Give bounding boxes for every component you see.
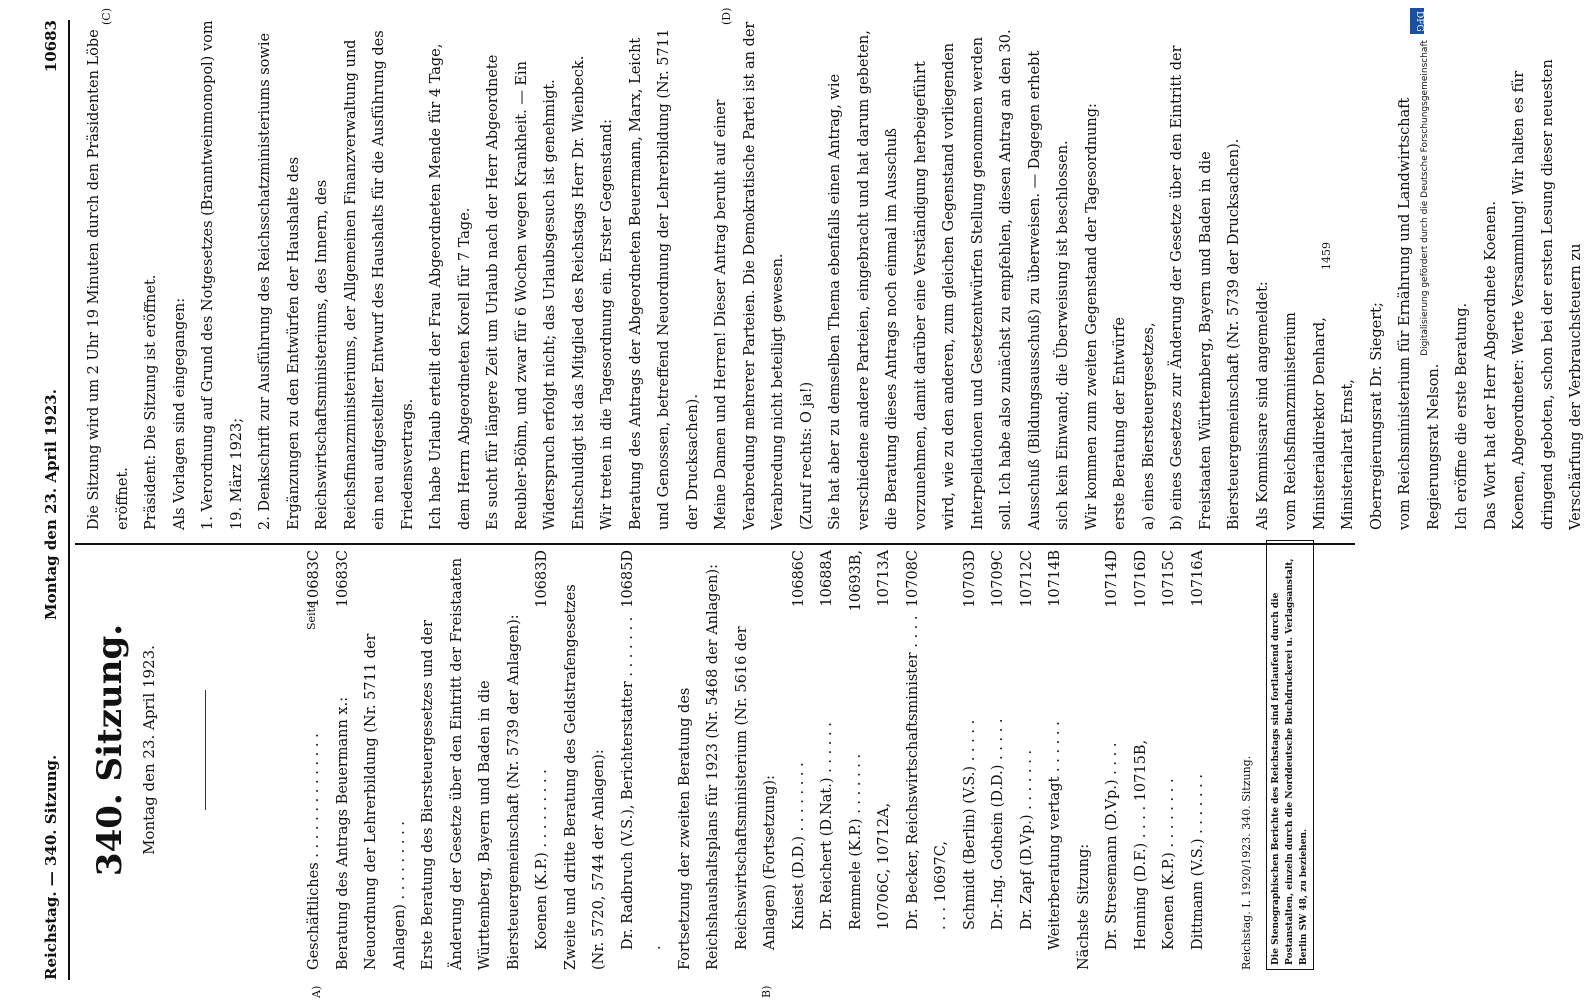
toc-entry-text: Dr. Reichert (D.Nat.) . . . . . . [819, 722, 835, 930]
toc-entry [899, 550, 956, 970]
header-left: Reichstag. — 340. Sitzung. [42, 754, 60, 980]
toc-entry-page: 10683C [334, 550, 351, 608]
proceedings-paragraph: Sie hat aber zu demselben Thema ebenfalls einen Antrag, wie verschiedene andere Parteien, eingebracht und hat darum gebeten, die Beratung dieses Antrags noch einmal im Ausschuß vorzunehmen, damit darüber eine Verständigung herbeigeführt wird, wie zu den anderen, zum gleichen Gegenstand vorliegenden Interpellationen und Gesetzentwürfen Stellung genommen werden soll. Ich habe also zunächst zu empfehlen, diesen Antrag an den 30. Ausschuß (Bildungsausschuß) zu überweisen. — Dagegen erhebt sich kein Einwand; die Überweisung ist beschlossen. [827, 29, 1071, 530]
toc-entry [1041, 550, 1070, 970]
proceedings-paragraph: Als Vorlagen sind eingegangen: [171, 297, 188, 530]
toc-entry [1013, 550, 1042, 970]
dfg-credit: Digitalisierung gefördert durch die Deutsche Forschungsgemeinschaft [1420, 40, 1430, 356]
toc-entry-text: Dr. Becker, Reichswirtschaftsminister . . . . . . . 10697C, [904, 615, 949, 930]
toc-entry [1098, 550, 1127, 970]
toc-entry-page: 10715C [1161, 550, 1177, 608]
margin-letter-d: (D) [720, 7, 733, 25]
proceedings-paragraph: Ministerialdirektor Denhard, [1311, 317, 1328, 530]
toc-entry-page [414, 550, 528, 556]
toc-entry [870, 550, 899, 970]
toc-entry-text: Henning (D.F.) . . . . 10715B, [1132, 739, 1149, 950]
toc-entry [1070, 550, 1099, 970]
toc-entry-text: Dr.-Ing. Gothein (D.D.) . . . . . [990, 718, 1006, 930]
toc-entry-page [1070, 550, 1099, 556]
toc-entry-page: 10685D [619, 550, 636, 608]
toc-entry-text: Dr. Stresemann (D.Vp.) . . . . [1104, 742, 1120, 950]
proceedings-paragraph: (Zuruf rechts: O ja!) [798, 381, 815, 530]
bottom-page-number: 1459 [1320, 242, 1333, 270]
toc-entry-page: 10683D [534, 550, 550, 608]
toc-entry [984, 550, 1013, 970]
proceedings-paragraph: Ministerialrat Ernst, [1340, 379, 1356, 530]
toc-entry-page: 10683C [306, 550, 322, 608]
toc-entry-page [557, 550, 614, 556]
proceedings-paragraph: Entschuldigt ist das Mitglied des Reichstags Herr Dr. Wienbeck. [570, 55, 587, 530]
proceedings-paragraph: vom Reichsfinanzministerium [1283, 312, 1299, 530]
toc-entry-page [728, 550, 785, 556]
toc-entry-page: 10708C [904, 550, 921, 608]
proceedings-paragraph: Wir treten in die Tagesordnung ein. Erster Gegenstand: [599, 118, 615, 530]
seite-label: Seite [305, 601, 318, 630]
toc-entry-text: Beratung des Antrags Beuermann x.: Neuordnung der Lehrerbildung (Nr. 5711 der Anlagen) . . . . . . . . . [334, 633, 408, 970]
toc-entry-text: Koenen (K.P.) . . . . . . . . . [534, 769, 550, 950]
header-page-number: 10683 [42, 20, 60, 73]
session-date: Montag den 23. April 1923. [140, 645, 158, 855]
toc-entry-text: Koenen (K.P.) . . . . . . . . [1161, 778, 1177, 950]
toc-entry-text: Geschäftliches . . . . . . . . . . . . . . [306, 733, 322, 970]
toc-entry [329, 550, 415, 970]
footer-notice: Die Stenographischen Berichte des Reichstags sind fortlaufend durch die Postanstalten, einzeln durch die Norddeutsche Buchdruckerei u. Verlagsanstalt, Berlin SW 48, zu beziehen. [1266, 540, 1314, 970]
proceedings-paragraph: Ich habe Urlaub erteilt der Frau Abgeordneten Mende für 4 Tage, dem Herrn Abgeordneten Korell für 7 Tage. [428, 43, 473, 530]
proceedings-paragraph: Das Wort hat der Herr Abgeordnete Koenen. [1482, 201, 1499, 530]
toc-entry [785, 550, 814, 970]
toc-entry-text: Nächste Sitzung: [1075, 843, 1092, 970]
toc-entry-page [671, 550, 728, 556]
toc-entry [1184, 550, 1213, 970]
proceedings-paragraph: Koenen, Abgeordneter: Werte Versammlung! Wir halten es für dringend geboten, schon bei der ersten Lesung dieser neuesten Verschärfung der Verbrauchsteuern zu [1511, 59, 1584, 530]
proceedings-paragraph: a) eines Biersteuergesetzes, [1140, 322, 1157, 530]
toc-entry-text: Dr. Zapf (D.Vp.) . . . . . . . [1018, 749, 1035, 930]
toc-entry [813, 550, 842, 970]
toc-entry-page: 10709C [990, 550, 1006, 608]
toc-entry [728, 550, 785, 970]
toc-entry-page: 10716D [1132, 550, 1149, 608]
toc-entry-text: Fortsetzung der zweiten Beratung des Reichshaushaltsplans für 1923 (Nr. 5468 der Anlagen): [676, 563, 721, 970]
margin-letter-b: B) [760, 985, 773, 998]
proceedings-paragraph: Regierungsrat Nelson. [1425, 363, 1442, 530]
toc-entry [671, 550, 728, 970]
page-footer [1240, 540, 1314, 970]
toc-entry [1155, 550, 1184, 970]
toc-entry-page: 10688A [819, 550, 835, 607]
toc-entry [528, 550, 557, 970]
proceedings-text [80, 20, 1591, 530]
proceedings-paragraph: Beratung des Antrags der Abgeordneten Beuermann, Marx, Leicht und Genossen, betreffend Neuordnung der Lehrerbildung (Nr. 5711 der Drucksachen). [627, 28, 701, 530]
proceedings-paragraph: Die Sitzung wird um 2 Uhr 19 Minuten durch den Präsidenten Löbe eröffnet. [86, 29, 131, 530]
proceedings-paragraph: Ich eröffne die erste Beratung. [1454, 302, 1470, 530]
page-header [38, 20, 70, 980]
toc-entry-page: 10686C [790, 550, 807, 608]
session-title: 340. Sitzung. [90, 623, 130, 877]
toc-entry-page: 10714B [1047, 550, 1063, 607]
proceedings-paragraph: Als Kommissare sind angemeldet: [1254, 281, 1271, 530]
toc-entry-text: Dittmann (V.S.) . . . . . . . [1189, 773, 1206, 950]
toc-entry-page: 10713A [876, 550, 892, 607]
header-center: Montag den 23. April 1923. [42, 389, 60, 620]
toc-entry-text: 10706C, 10712A, [876, 802, 892, 930]
proceedings-paragraph: Oberregierungsrat Dr. Siegert; [1368, 302, 1385, 530]
margin-letter-a: A) [310, 985, 323, 998]
toc-entry-text: Zweite und dritte Beratung des Geldstrafengesetzes (Nr. 5720, 5744 der Anlagen): [562, 584, 607, 970]
proceedings-paragraph: Meine Damen und Herren! Dieser Antrag beruht auf einer Verabredung mehrerer Parteien. Die Demokratische Partei ist an der Verabredung nicht beteiligt gewesen. [713, 21, 786, 530]
toc-entry-text: Dr. Radbruch (V.S.), Berichterstatter . . . . . . . . [619, 616, 664, 950]
toc-entry-text: Weiterberatung vertagt . . . . . . [1047, 721, 1063, 950]
toc-entry [1127, 550, 1156, 970]
proceedings-paragraph: Präsident: Die Sitzung ist eröffnet. [143, 274, 159, 530]
proceedings-paragraph: 1. Verordnung auf Grund des Notgesetzes (Branntweinmonopol) vom 19. März 1923; [200, 20, 245, 530]
toc-entry-text: Erste Beratung des Biersteuergesetzes und der Änderung der Gesetze über den Eintritt der Freistaaten Württemberg, Bayern und Baden in die Biersteuergemeinschaft (Nr. 5739 der Anlagen): [420, 557, 522, 970]
toc-entry [614, 550, 671, 970]
proceedings-paragraph: erste Beratung der Entwürfe [1112, 317, 1128, 530]
toc-entry [956, 550, 985, 970]
toc-entry [842, 550, 871, 970]
toc-entry-page: 10714D [1104, 550, 1120, 608]
column-divider [75, 543, 1355, 545]
title-rule [205, 690, 206, 810]
toc-entry-text: Remmele (K.P.) . . . . . . . [847, 753, 864, 930]
toc-entry-page: 10693B, [847, 550, 864, 612]
toc-entry-page: 10712C [1018, 550, 1035, 608]
toc-entry [300, 550, 329, 970]
dfg-logo-icon: DFG [1410, 8, 1424, 34]
proceedings-paragraph: Es sucht für längere Zeit um Urlaub nach der Herr Abgeordnete Reubler-Böhm, und zwar für 6 Wochen wegen Krankheit. — Ein Widerspruch erfolgt nicht; das Urlaubsgesuch ist genehmigt. [485, 54, 558, 530]
footer-line: Reichstag. I. 1920/1923. 340. Sitzung. [1240, 755, 1253, 970]
proceedings-paragraph: vom Reichsministerium für Ernährung und Landwirtschaft [1397, 97, 1413, 530]
proceedings-paragraph: 2. Denkschrift zur Ausführung des Reichsschatzministeriums sowie Ergänzungen zu den Entwürfen der Haushalte des Reichswirtschaftsministeriums, des Innern, des Reichsfinanzministeriums, der Allgemeinen Finanzverwaltung und ein neu aufgestellter Entwurf des Haushalts für die Ausführung des Friedensvertrags. [257, 30, 416, 530]
table-of-contents [300, 550, 1212, 970]
toc-entry-page: 10703D [961, 550, 978, 608]
proceedings-paragraph: b) eines Gesetzes zur Änderung der Gesetze über den Eintritt der Freistaaten Württemberg, Bayern und Baden in die Biersteuergemeinschaft (Nr. 5739 der Drucksachen). [1169, 45, 1242, 530]
toc-entry [557, 550, 614, 970]
margin-letter-c: (C) [100, 8, 113, 25]
toc-entry-page: 10716A [1189, 550, 1206, 607]
toc-entry [414, 550, 528, 970]
toc-entry-text: Reichswirtschaftsministerium (Nr. 5616 der Anlagen) (Fortsetzung): [733, 626, 778, 950]
proceedings-paragraph: Wir kommen zum zweiten Gegenstand der Tagesordnung: [1083, 103, 1100, 530]
toc-entry-text: Kniest (D.D.) . . . . . . . . [790, 762, 807, 930]
toc-entry-text: Schmidt (Berlin) (V.S.) . . . . . [961, 719, 978, 930]
